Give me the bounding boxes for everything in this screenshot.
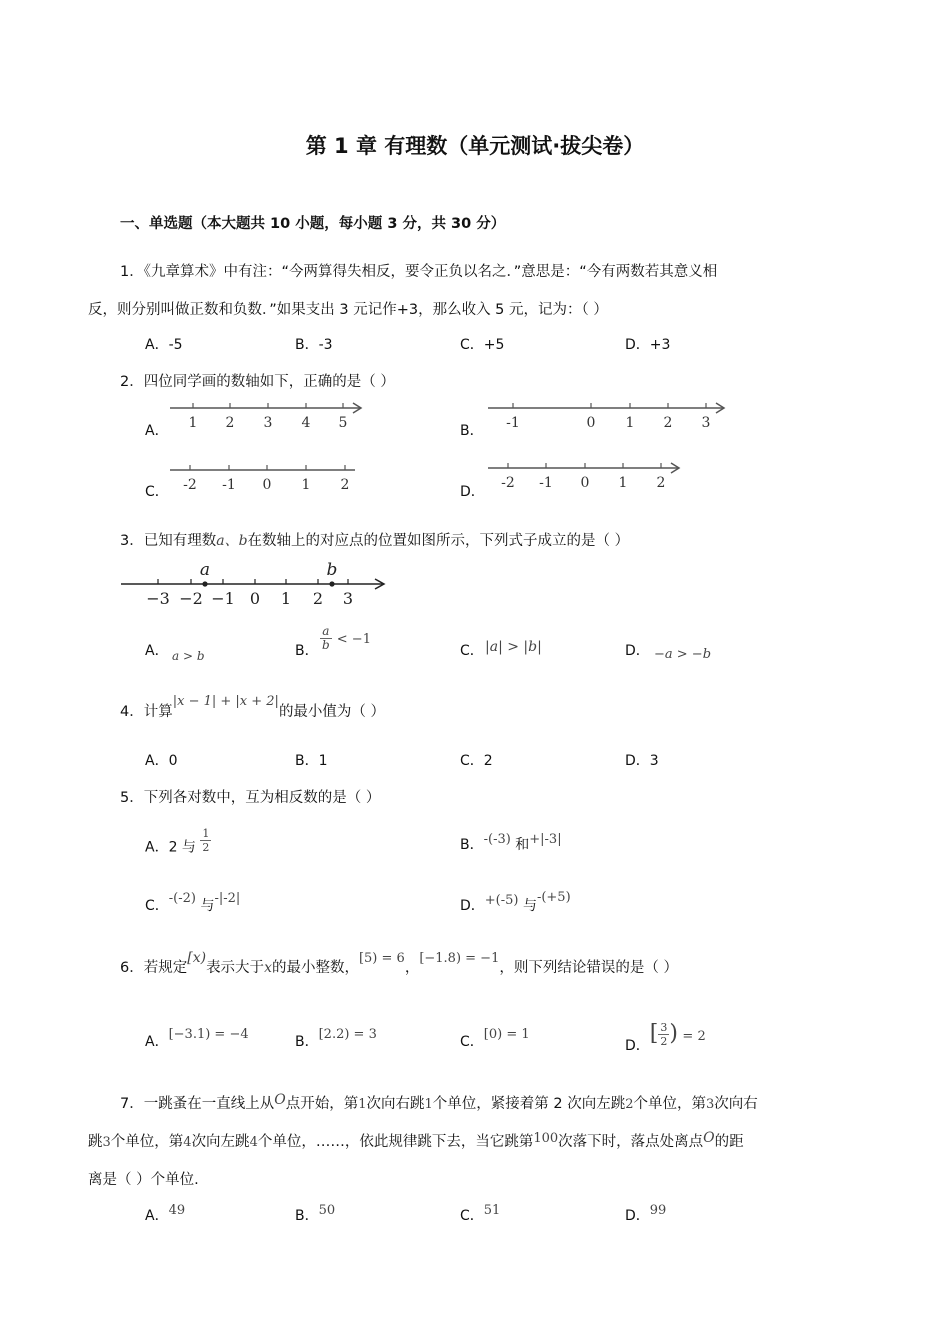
q5-optd-label: D． bbox=[460, 898, 485, 914]
q2c-tick-label: 1 bbox=[301, 477, 311, 493]
q5-optb-a: -(-3) bbox=[483, 832, 511, 847]
q2a-tick-label: 4 bbox=[301, 415, 311, 431]
q3-tick-label: −2 bbox=[179, 589, 203, 608]
q5-optb-b: +|-3| bbox=[529, 832, 562, 847]
q7-number: 4 bbox=[183, 1135, 192, 1150]
q7-text: 次落下时，落点处离点 bbox=[558, 1134, 704, 1150]
q7-point-o: O bbox=[274, 1092, 286, 1108]
q2-number-line-b bbox=[483, 398, 733, 438]
q6-separator: ， bbox=[404, 960, 420, 976]
q4-option-a: A．0 bbox=[145, 753, 178, 769]
q6-option-d: D．[ $\frac{3}{2}$ ) = 2 bbox=[625, 1020, 706, 1054]
q1-option-b: B．-3 bbox=[295, 337, 333, 353]
q3-tick-label: 1 bbox=[280, 589, 292, 608]
q5-optc-a: -(-2) bbox=[168, 891, 196, 906]
q3-option-a-label: A． bbox=[145, 643, 169, 659]
q7-optc-label: C． bbox=[460, 1208, 484, 1224]
q2d-tick-label: -1 bbox=[539, 475, 553, 491]
q5-opta-den: 2 bbox=[202, 841, 210, 854]
q2-number-line-d bbox=[483, 458, 688, 498]
q4-expression: |x − 1| + |x + 2| bbox=[172, 694, 279, 709]
q2d-tick-label: 1 bbox=[618, 475, 628, 491]
q2-stem: 2．四位同学画的数轴如下，正确的是（ ） bbox=[120, 374, 395, 390]
q6-stem-mid: 表示大于 bbox=[206, 960, 265, 976]
q5-stem: 5．下列各对数中，互为相反数的是（ ） bbox=[120, 790, 381, 806]
q3-option-c-label: C． bbox=[460, 643, 484, 659]
q3-tick-label: −1 bbox=[211, 589, 235, 608]
q3-option-d: −a > −b bbox=[654, 647, 712, 662]
q7-text: 个单位，第 bbox=[110, 1134, 184, 1150]
q6-stem-pre: 6．若规定 bbox=[120, 960, 188, 976]
q3-label-a: a bbox=[199, 560, 211, 580]
q6-example-1: [5) = 6 bbox=[358, 951, 405, 966]
q1-line2: 反，则分别叫做正数和负数．”如果支出 3 元记作+3，那么收入 5 元，记为：（ ） bbox=[88, 302, 608, 318]
q3-tick-label: 3 bbox=[342, 589, 354, 608]
q2a-tick-label: 3 bbox=[263, 415, 273, 431]
q5-option-d bbox=[460, 890, 571, 915]
q2a-tick-label: 2 bbox=[225, 415, 235, 431]
q5-optc-join: 与 bbox=[200, 898, 215, 914]
q2-number-line-c bbox=[165, 460, 365, 500]
q2-option-d-label: D． bbox=[460, 484, 485, 500]
q5-opta-label: A． bbox=[145, 839, 169, 856]
q7-opta-label: A． bbox=[145, 1208, 169, 1224]
q7-point-o: O bbox=[703, 1130, 715, 1146]
q6-notation: [x) bbox=[187, 950, 207, 966]
q6-optd-den: 2 bbox=[660, 1034, 668, 1048]
q3-optb-num: a bbox=[320, 625, 332, 639]
q3-stem-vars: a、b bbox=[216, 533, 248, 549]
q7-number: 4 bbox=[249, 1135, 258, 1150]
q7-option-c bbox=[460, 1205, 500, 1225]
q5-opta-num: 1 bbox=[202, 827, 210, 840]
q4-option-c: C．2 bbox=[460, 753, 493, 769]
q3-label-b: b bbox=[326, 560, 338, 580]
page-title: 第 1 章 有理数（单元测试·拔尖卷） bbox=[305, 134, 645, 158]
q2c-tick-label: -1 bbox=[222, 477, 236, 493]
q7-line1 bbox=[120, 1092, 758, 1113]
q2b-tick-label: 2 bbox=[663, 415, 673, 431]
q2c-tick-label: 0 bbox=[262, 477, 272, 493]
q2-number-line-a bbox=[165, 398, 370, 438]
q2a-tick-label: 1 bbox=[188, 415, 198, 431]
q7-text: 个单位，紧接着第 2 次向左跳 bbox=[432, 1096, 626, 1112]
q1-line1: 1．《九章算术》中有注：“今两算得失相反，要令正负以名之．”意思是：“今有两数若其意义相 bbox=[120, 264, 718, 280]
q7-optd-label: D． bbox=[625, 1208, 650, 1224]
q6-opta-value: [−3.1) = −4 bbox=[168, 1027, 249, 1042]
q6-example-2: [−1.8) = −1 bbox=[419, 951, 500, 966]
q7-line3: 离是（ ）个单位. bbox=[88, 1172, 199, 1188]
q5-option-a bbox=[145, 827, 211, 861]
q7-option-d bbox=[625, 1205, 666, 1225]
q3-stem-post: 在数轴上的对应点的位置如图所示，下列式子成立的是（ ） bbox=[247, 533, 630, 549]
q6-opta-label: A． bbox=[145, 1034, 169, 1050]
q2-option-c-label: C． bbox=[145, 484, 169, 500]
q3-optb-rest: < −1 bbox=[336, 632, 371, 647]
q6-var: x bbox=[264, 960, 272, 976]
q6-optc-label: C． bbox=[460, 1034, 484, 1050]
q4-stem-pre: 4．计算 bbox=[120, 704, 173, 720]
q3-option-a: a > b bbox=[172, 649, 205, 663]
q2b-tick-label: -1 bbox=[506, 415, 520, 431]
q5-optc-b: -|-2| bbox=[214, 891, 241, 906]
q7-opta-value: 49 bbox=[168, 1203, 186, 1218]
q6-option-c bbox=[460, 1027, 530, 1051]
q5-optb-label: B． bbox=[460, 837, 484, 853]
q3-tick-label: −3 bbox=[146, 589, 170, 608]
q7-line2 bbox=[88, 1130, 744, 1151]
q6-optd-num: 3 bbox=[660, 1020, 668, 1034]
q7-text: 点开始，第 bbox=[285, 1096, 359, 1112]
q2d-tick-label: 0 bbox=[580, 475, 590, 491]
q1-option-c: C．+5 bbox=[460, 337, 505, 353]
q7-number: 3 bbox=[102, 1135, 111, 1150]
q7-number: 2 bbox=[625, 1097, 634, 1112]
q7-number: 1 bbox=[358, 1097, 367, 1112]
q2-option-a-label: A． bbox=[145, 423, 169, 439]
q7-number: 100 bbox=[533, 1131, 559, 1146]
q6-option-a bbox=[145, 1027, 249, 1051]
q6-optb-value: [2.2) = 3 bbox=[318, 1027, 377, 1042]
q2a-tick-label: 5 bbox=[338, 415, 348, 431]
q7-text: 7．一跳蚤在一直线上从 bbox=[120, 1096, 275, 1112]
q7-text: 次向右 bbox=[714, 1096, 758, 1112]
q6-optc-value: [0) = 1 bbox=[483, 1027, 530, 1042]
q6-stem bbox=[120, 950, 678, 977]
q7-text: 次向右跳 bbox=[366, 1096, 425, 1112]
q7-optc-value: 51 bbox=[483, 1203, 501, 1218]
q5-optb-join: 和 bbox=[515, 837, 530, 853]
q1-option-d: D．+3 bbox=[625, 337, 671, 353]
q3-optb-den: b bbox=[322, 638, 330, 652]
q3-tick-label: 2 bbox=[312, 589, 324, 608]
q3-option-b bbox=[320, 625, 371, 652]
q2b-tick-label: 3 bbox=[701, 415, 711, 431]
section-heading: 一、单选题（本大题共 10 小题，每小题 3 分，共 30 分） bbox=[120, 216, 506, 232]
q5-optd-join: 与 bbox=[522, 898, 537, 914]
q2-option-b-label: B． bbox=[460, 423, 484, 439]
q7-number: 1 bbox=[424, 1097, 433, 1112]
q7-number: 3 bbox=[706, 1097, 715, 1112]
q2d-tick-label: 2 bbox=[656, 475, 666, 491]
q1-option-a: A．-5 bbox=[145, 337, 183, 353]
q6-stem-post: ，则下列结论错误的是（ ） bbox=[499, 960, 678, 976]
q7-option-b bbox=[295, 1205, 335, 1225]
q3-stem-pre: 3．已知有理数 bbox=[120, 533, 217, 549]
q7-optd-value: 99 bbox=[649, 1203, 667, 1218]
q4-option-b: B．1 bbox=[295, 753, 328, 769]
q2b-tick-label: 1 bbox=[625, 415, 635, 431]
q3-option-d-label: D． bbox=[625, 643, 650, 659]
q7-text: 的距 bbox=[714, 1134, 744, 1150]
q3-stem bbox=[120, 529, 629, 550]
q2c-tick-label: -2 bbox=[183, 477, 197, 493]
q6-optd-label: D． bbox=[625, 1038, 650, 1054]
q2b-tick-label: 0 bbox=[586, 415, 596, 431]
q7-text: 跳 bbox=[88, 1134, 103, 1150]
q3-tick-label: 0 bbox=[249, 589, 261, 608]
q3-point-b bbox=[329, 581, 334, 586]
q3-number-line bbox=[118, 557, 398, 609]
q7-option-a bbox=[145, 1205, 185, 1225]
q2c-tick-label: 2 bbox=[340, 477, 350, 493]
q5-option-c bbox=[145, 891, 241, 915]
q6-optb-label: B． bbox=[295, 1034, 319, 1050]
q7-text: 个单位，……，依此规律跳下去，当它跳第 bbox=[257, 1134, 534, 1150]
q6-optd-rest: = 2 bbox=[682, 1029, 706, 1044]
q3-option-b-label: B． bbox=[295, 643, 319, 659]
q6-stem-mid2: 的最小整数， bbox=[271, 960, 359, 976]
q3-option-c: |a| > |b| bbox=[485, 639, 542, 655]
q7-text: 个单位，第 bbox=[633, 1096, 707, 1112]
q4-stem-post: 的最小值为（ ） bbox=[278, 704, 386, 720]
q3-point-a bbox=[202, 581, 207, 586]
q2d-tick-label: -2 bbox=[501, 475, 515, 491]
q7-optb-label: B． bbox=[295, 1208, 319, 1224]
q5-optd-a: +(-5) bbox=[484, 893, 519, 908]
q5-opta-pre: 2 与 bbox=[168, 839, 196, 856]
q4-stem bbox=[120, 694, 386, 721]
q6-option-b bbox=[295, 1027, 377, 1051]
q7-optb-value: 50 bbox=[318, 1203, 336, 1218]
q7-text: 次向左跳 bbox=[191, 1134, 250, 1150]
q4-option-d: D．3 bbox=[625, 753, 659, 769]
q5-option-b bbox=[460, 834, 562, 854]
q5-optc-label: C． bbox=[145, 898, 169, 914]
q5-optd-b: -(+5) bbox=[536, 890, 571, 905]
